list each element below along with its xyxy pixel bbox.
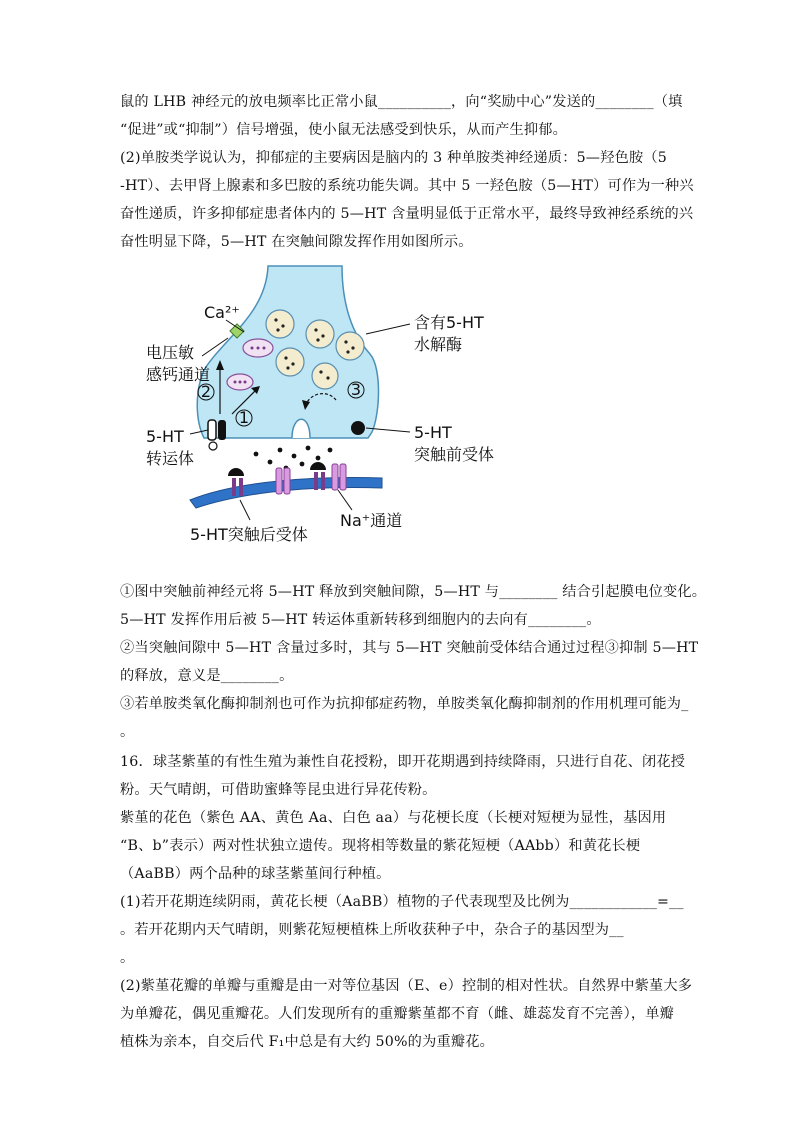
text-line: (2)单胺类学说认为，抑郁症的主要病因是脑内的 3 种单胺类神经递质：5—羟色胺（5 xyxy=(120,150,667,166)
text-line: （AaBB）两个品种的球茎紫堇间行种植。 xyxy=(120,866,391,882)
text-line: “B、b”表示）两对性状独立遗传。现将相等数量的紫花短梗（AAbb）和黄花长梗 xyxy=(120,838,641,854)
text-line: ①图中突触前神经元将 5—HT 释放到突触间隙，5—HT 与________ 结合引起膜电位变化。 xyxy=(120,584,707,600)
text-line: 为单瓣花，偶见重瓣花。人们发现所有的重瓣紫堇都不育（雌、雄蕊发育不完善），单瓣 xyxy=(120,1006,675,1022)
text-line: -HT）、去甲肾上腺素和多巴胺的系统功能失调。其中 5 一羟色胺（5—HT）可作为一种兴 xyxy=(120,178,694,194)
enzyme-label-2: 水解酶 xyxy=(414,335,463,354)
step-2-label: 2 xyxy=(200,382,212,401)
enzyme-label-1: 含有5-HT xyxy=(414,313,484,332)
pre-receptor-label-2: 突触前受体 xyxy=(414,445,495,464)
text-line: (1)若开花期连续阴雨，黄花长梗（AaBB）植物的子代表现型及比例为____________=__ xyxy=(120,894,684,910)
question-16-line: 16．球茎紫堇的有性生殖为兼性自花授粉，即开花期遇到持续降雨，只进行自花、闭花授 xyxy=(120,754,686,770)
text-line: 5—HT 发挥作用后被 5—HT 转运体重新转移到细胞内的去向有________。 xyxy=(120,612,601,628)
text-line: 奋性明显下降，5—HT 在突触间隙发挥作用如图所示。 xyxy=(120,234,473,250)
text-line: (2)紫堇花瓣的单瓣与重瓣是由一对等位基因（E、e）控制的相对性状。自然界中紫堇大多 xyxy=(120,978,693,994)
channel-label-2: 感钙通道 xyxy=(146,365,211,384)
text-line: “促进”或“抑制”）信号增强，使小鼠无法感受到快乐，从而产生抑郁。 xyxy=(120,122,568,138)
text-line: 紫堇的花色（紫色 AA、黄色 Aa、白色 aa）与花梗长度（长梗对短梗为显性，基因用 xyxy=(120,810,667,826)
presynaptic-receptor xyxy=(351,421,365,435)
step-3-label: 3 xyxy=(350,380,362,399)
step-1-label: 1 xyxy=(238,408,250,427)
text-line: 。 xyxy=(120,724,135,740)
transporter-label-2: 转运体 xyxy=(146,449,195,468)
text-line: ②当突触间隙中 5—HT 含量过多时，其与 5—HT 突触前受体结合通过过程③抑制 5—HT xyxy=(120,640,699,656)
transporter xyxy=(208,420,216,440)
text-line: 植株为亲本，自交后代 F₁中总是有大约 50%的为重瓣花。 xyxy=(120,1034,495,1050)
channel-label-1: 电压敏 xyxy=(146,343,195,362)
pre-receptor-label-1: 5-HT xyxy=(414,423,452,442)
text-line: 鼠的 LHB 神经元的放电频率比正常小鼠__________，向“奖励中心”发送的________（填 xyxy=(120,94,683,110)
ca-label: Ca²⁺ xyxy=(204,303,240,322)
text-line: 奋性递质，许多抑郁症患者体内的 5—HT 含量明显低于正常水平，最终导致神经系统的兴 xyxy=(120,206,694,222)
na-channel-label: Na⁺通道 xyxy=(340,511,403,530)
text-line: ③若单胺类氧化酶抑制剂也可作为抗抑郁症药物，单胺类氧化酶抑制剂的作用机理可能为_ xyxy=(120,696,689,712)
synapse-diagram xyxy=(120,264,686,570)
text-line: 。若开花期内天气晴朗，则紫花短梗植株上所收获种子中，杂合子的基因型为__ xyxy=(120,922,624,938)
text-line: 。 xyxy=(120,950,135,966)
text-line: 粉。天气晴朗，可借助蜜蜂等昆虫进行异花传粉。 xyxy=(120,782,437,798)
transporter-label-1: 5-HT xyxy=(146,427,184,446)
post-receptor-label: 5-HT突触后受体 xyxy=(190,525,308,544)
text-line: 的释放，意义是________。 xyxy=(120,668,294,684)
